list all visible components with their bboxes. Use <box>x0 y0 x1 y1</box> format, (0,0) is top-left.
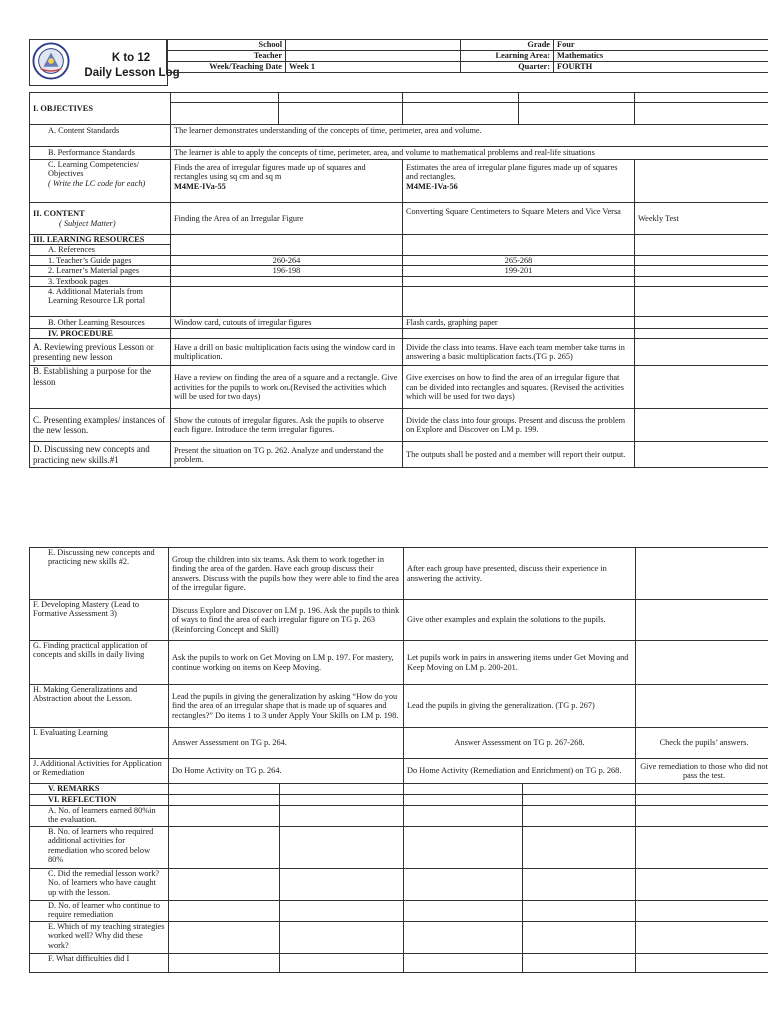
competency-day1-code: M4ME-IVa-55 <box>174 181 226 191</box>
day4-sub-cell[interactable] <box>519 103 635 125</box>
week-field[interactable]: Week 1 <box>286 62 461 73</box>
day1-sub-cell[interactable] <box>171 103 279 125</box>
reflection-d-cell-5[interactable] <box>636 901 768 922</box>
day5-header-cell[interactable] <box>635 93 768 103</box>
reflection-c-cell-1[interactable] <box>169 869 280 901</box>
procedure-b-day2: Give exercises on how to find the area of an irregular figure that can be divided into rectangles and squares. (Revised the activities which will be used for two days) <box>403 366 635 409</box>
reflection-a-cell-3[interactable] <box>404 806 523 827</box>
content-heading: II. CONTENT <box>33 209 85 219</box>
reflection-c-cell-3[interactable] <box>404 869 523 901</box>
procedure-f-day3[interactable] <box>636 600 768 641</box>
reflection-f-cell-2[interactable] <box>280 954 404 973</box>
teacher-label: Teacher <box>167 51 286 62</box>
reflection-cell-1[interactable] <box>169 795 280 806</box>
procedure-f-day2: Give other examples and explain the solutions to the pupils. <box>404 600 636 641</box>
competencies-label-text: C. Learning Competencies/ Objectives <box>48 160 140 179</box>
procedure-f-label: F. Developing Mastery (Lead to Formative Assessment 3) <box>30 600 169 641</box>
content-day2: Converting Square Centimeters to Square Meters and Vice Versa <box>403 203 635 235</box>
competencies-label <box>30 160 171 203</box>
teacher-field[interactable] <box>286 51 461 62</box>
procedure-h-day3[interactable] <box>636 685 768 728</box>
lesson-log-header <box>29 39 768 85</box>
teachers-guide-day3[interactable] <box>635 255 768 265</box>
lesson-log-table-page2 <box>29 547 768 973</box>
day3-header-cell[interactable] <box>403 93 519 103</box>
procedure-c-day3[interactable] <box>635 409 768 442</box>
procedure-i-label: I. Evaluating Learning <box>30 728 169 759</box>
resources-blank-3[interactable] <box>635 235 768 256</box>
reflection-b-cell-4[interactable] <box>523 827 636 869</box>
procedure-blank-2[interactable] <box>403 329 635 339</box>
procedure-c-day2: Divide the class into four groups. Present and discuss the problem on Explore and Discover on LM p. 199. <box>403 409 635 442</box>
content-sub: ( Subject Matter) <box>59 218 116 228</box>
remarks-cell-5[interactable] <box>636 784 768 795</box>
procedure-c-label: C. Presenting examples/ instances of the new lesson. <box>30 409 171 442</box>
reflection-b-label: B. No. of learners who required additional activities for remediation who scored below 80% <box>30 827 169 869</box>
procedure-blank-1[interactable] <box>171 329 403 339</box>
header-title-line2: Daily Lesson Log <box>84 67 180 79</box>
procedure-d-day1: Present the situation on TG p. 262. Analyze and understand the problem. <box>171 442 403 468</box>
competency-day1 <box>171 160 403 203</box>
learning-area-field[interactable]: Mathematics <box>554 51 768 62</box>
remarks-cell-1[interactable] <box>169 784 280 795</box>
reflection-c-cell-4[interactable] <box>523 869 636 901</box>
additional-materials-day2[interactable] <box>403 287 635 317</box>
procedure-b-day1: Have a review on finding the area of a square and a rectangle. Give activities for the pupils to work on.(Revised the activities which will be used for two days) <box>171 366 403 409</box>
textbook-label: 3. Textbook pages <box>30 276 171 286</box>
procedure-d-day2: The outputs shall be posted and a member will report their output. <box>403 442 635 468</box>
remarks-cell-2[interactable] <box>280 784 404 795</box>
grade-field[interactable]: Four <box>554 40 768 51</box>
day2-sub-cell[interactable] <box>279 103 403 125</box>
reflection-f-cell-1[interactable] <box>169 954 280 973</box>
resources-blank-2[interactable] <box>403 235 635 256</box>
reflection-a-cell-2[interactable] <box>280 806 404 827</box>
teachers-guide-day2: 265-268 <box>403 255 635 265</box>
procedure-h-day2: Lead the pupils in giving the generalization. (TG p. 267) <box>404 685 636 728</box>
procedure-j-day3: Give remediation to those who did not pass the test. <box>636 759 768 784</box>
learners-material-label: 2. Learner’s Material pages <box>30 266 171 276</box>
procedure-heading: IV. PROCEDURE <box>30 329 171 339</box>
procedure-g-label: G. Finding practical application of concepts and skills in daily living <box>30 641 169 685</box>
procedure-e-label: E. Discussing new concepts and practicing new skills #2. <box>30 548 169 600</box>
procedure-e-day3[interactable] <box>636 548 768 600</box>
content-label <box>30 203 171 235</box>
references-label: A. References <box>30 245 171 255</box>
content-standards-text: The learner demonstrates understanding of the concepts of time, perimeter, area and volume. <box>171 125 768 147</box>
header-title-cell <box>29 39 180 86</box>
day3-sub-cell[interactable] <box>403 103 519 125</box>
procedure-a-day2: Divide the class into teams. Have each team member take turns in answering a basic multiplication facts.(TG p. 265) <box>403 339 635 366</box>
grade-label: Grade <box>461 40 554 51</box>
additional-materials-label: 4. Additional Materials from Learning Resource LR portal <box>30 287 171 317</box>
lesson-log-table-page1 <box>29 92 768 468</box>
deped-seal-icon <box>32 42 70 80</box>
procedure-e-day1: Group the children into six teams. Ask them to work together in finding the area of the garden. Have each group discuss their answers. Discuss with the pupils how they were able to find the area of the irregular figure. <box>169 548 404 600</box>
reflection-b-cell-1[interactable] <box>169 827 280 869</box>
reflection-f-cell-5[interactable] <box>636 954 768 973</box>
reflection-a-cell-1[interactable] <box>169 806 280 827</box>
reflection-d-cell-2[interactable] <box>280 901 404 922</box>
objectives-heading: I. OBJECTIVES <box>30 93 171 125</box>
other-resources-day3[interactable] <box>635 317 768 329</box>
reflection-cell-5[interactable] <box>636 795 768 806</box>
remarks-cell-3[interactable] <box>404 784 523 795</box>
competency-day1-text: Finds the area of irregular figures made up of squares and rectangles using sq cm and sq m <box>174 163 366 182</box>
reflection-f-cell-4[interactable] <box>523 954 636 973</box>
procedure-h-day1: Lead the pupils in giving the generalization by asking “How do you find the area of an irregular shape that is made up of squares and rectangles?” Do items 1 to 3 under Apply Your Skills on LM p. 198. <box>169 685 404 728</box>
reflection-e-cell-3[interactable] <box>404 922 523 954</box>
procedure-j-day1: Do Home Activity on TG p. 264. <box>169 759 404 784</box>
procedure-i-day2: Answer Assessment on TG p. 267-268. <box>404 728 636 759</box>
reflection-e-cell-5[interactable] <box>636 922 768 954</box>
header-title-line1: K to 12 <box>111 52 151 64</box>
reflection-e-cell-2[interactable] <box>280 922 404 954</box>
reflection-d-cell-3[interactable] <box>404 901 523 922</box>
procedure-a-day3[interactable] <box>635 339 768 366</box>
reflection-d-cell-1[interactable] <box>169 901 280 922</box>
textbook-day2[interactable] <box>403 276 635 286</box>
reflection-a-cell-5[interactable] <box>636 806 768 827</box>
procedure-j-label: J. Additional Activities for Application or Remediation <box>30 759 169 784</box>
competency-day2-code: M4ME-IVa-56 <box>406 181 458 191</box>
school-label: School <box>167 40 286 51</box>
textbook-day1[interactable] <box>171 276 403 286</box>
procedure-i-day3: Check the pupils’ answers. <box>636 728 768 759</box>
content-day1: Finding the Area of an Irregular Figure <box>171 203 403 235</box>
school-field[interactable] <box>286 40 461 51</box>
reflection-c-cell-2[interactable] <box>280 869 404 901</box>
other-resources-label: B. Other Learning Resources <box>30 317 171 329</box>
learning-area-label: Learning Area: <box>461 51 554 62</box>
reflection-c-label: C. Did the remedial lesson work? No. of learners who have caught up with the lesson. <box>30 869 169 901</box>
procedure-h-label: H. Making Generalizations and Abstraction about the Lesson. <box>30 685 169 728</box>
reflection-d-cell-4[interactable] <box>523 901 636 922</box>
procedure-g-day1: Ask the pupils to work on Get Moving on LM p. 197. For mastery, continue working on items on Keep Moving. <box>169 641 404 685</box>
procedure-e-day2: After each group have presented, discuss their experience in answering the activity. <box>404 548 636 600</box>
reflection-b-cell-3[interactable] <box>404 827 523 869</box>
textbook-day3[interactable] <box>635 276 768 286</box>
remarks-heading: V. REMARKS <box>30 784 169 795</box>
learners-material-day3[interactable] <box>635 266 768 276</box>
reflection-cell-2[interactable] <box>280 795 404 806</box>
reflection-c-cell-5[interactable] <box>636 869 768 901</box>
other-resources-day2: Flash cards, graphing paper <box>403 317 635 329</box>
reflection-b-cell-2[interactable] <box>280 827 404 869</box>
procedure-i-day1: Answer Assessment on TG p. 264. <box>169 728 404 759</box>
content-day3: Weekly Test <box>635 203 768 235</box>
content-standards-label: A. Content Standards <box>30 125 171 147</box>
procedure-j-day2: Do Home Activity (Remediation and Enrichment) on TG p. 268. <box>404 759 636 784</box>
reflection-e-label: E. Which of my teaching strategies worked well? Why did these work? <box>30 922 169 954</box>
remarks-cell-4[interactable] <box>523 784 636 795</box>
procedure-a-label: A. Reviewing previous Lesson or presenting new lesson <box>30 339 171 366</box>
reflection-a-label: A. No. of learners earned 80%in the evaluation. <box>30 806 169 827</box>
day2-header-cell[interactable] <box>279 93 403 103</box>
learners-material-day1: 196-198 <box>171 266 403 276</box>
quarter-label: Quarter: <box>461 62 554 73</box>
competency-day2-text: Estimates the area of irregular plane figures made up of squares and rectangles. <box>406 163 618 182</box>
teachers-guide-day1: 260-264 <box>171 255 403 265</box>
procedure-b-day3[interactable] <box>635 366 768 409</box>
resources-heading: III. LEARNING RESOURCES <box>30 235 171 245</box>
procedure-g-day3[interactable] <box>636 641 768 685</box>
reflection-f-cell-3[interactable] <box>404 954 523 973</box>
additional-materials-day1[interactable] <box>171 287 403 317</box>
procedure-b-label: B. Establishing a purpose for the lesson <box>30 366 171 409</box>
day4-header-cell[interactable] <box>519 93 635 103</box>
header-info-table <box>166 39 768 73</box>
reflection-e-cell-1[interactable] <box>169 922 280 954</box>
reflection-f-label: F. What difficulties did I <box>30 954 169 973</box>
competency-day3[interactable] <box>635 160 768 203</box>
procedure-c-day1: Show the cutouts of irregular figures. Ask the pupils to observe each figure. Introduce the term irregular figures. <box>171 409 403 442</box>
additional-materials-day3[interactable] <box>635 287 768 317</box>
performance-standards-text: The learner is able to apply the concepts of time, perimeter, area, and volume to mathematical problems and real-life situations <box>171 147 768 160</box>
procedure-d-label: D. Discussing new concepts and practicing new skills.#1 <box>30 442 171 468</box>
day5-sub-cell[interactable] <box>635 103 768 125</box>
procedure-f-day1: Discuss Explore and Discover on LM p. 196. Ask the pupils to think of ways to find the area of each irregular figure on TG p. 263 (Reinforcing Concept and Skill) <box>169 600 404 641</box>
reflection-cell-3[interactable] <box>404 795 523 806</box>
week-label: Week/Teaching Date <box>167 62 286 73</box>
other-resources-day1: Window card, cutouts of irregular figures <box>171 317 403 329</box>
competency-day2 <box>403 160 635 203</box>
competencies-label-note: ( Write the LC code for each) <box>48 178 146 188</box>
resources-blank-1[interactable] <box>171 235 403 256</box>
procedure-d-day3[interactable] <box>635 442 768 468</box>
reflection-d-label: D. No. of learner who continue to require remediation <box>30 901 169 922</box>
teachers-guide-label: 1. Teacher’s Guide pages <box>30 255 171 265</box>
procedure-blank-3[interactable] <box>635 329 768 339</box>
reflection-heading: VI. REFLECTION <box>30 795 169 806</box>
reflection-e-cell-4[interactable] <box>523 922 636 954</box>
procedure-a-day1: Have a drill on basic multiplication facts using the window card in multiplication. <box>171 339 403 366</box>
quarter-field[interactable]: FOURTH <box>554 62 768 73</box>
day1-header-cell[interactable] <box>171 93 279 103</box>
reflection-b-cell-5[interactable] <box>636 827 768 869</box>
procedure-g-day2: Let pupils work in pairs in answering items under Get Moving and Keep Moving on LM p. 200-201. <box>404 641 636 685</box>
performance-standards-label: B. Performance Standards <box>30 147 171 160</box>
learners-material-day2: 199-201 <box>403 266 635 276</box>
reflection-cell-4[interactable] <box>523 795 636 806</box>
reflection-a-cell-4[interactable] <box>523 806 636 827</box>
